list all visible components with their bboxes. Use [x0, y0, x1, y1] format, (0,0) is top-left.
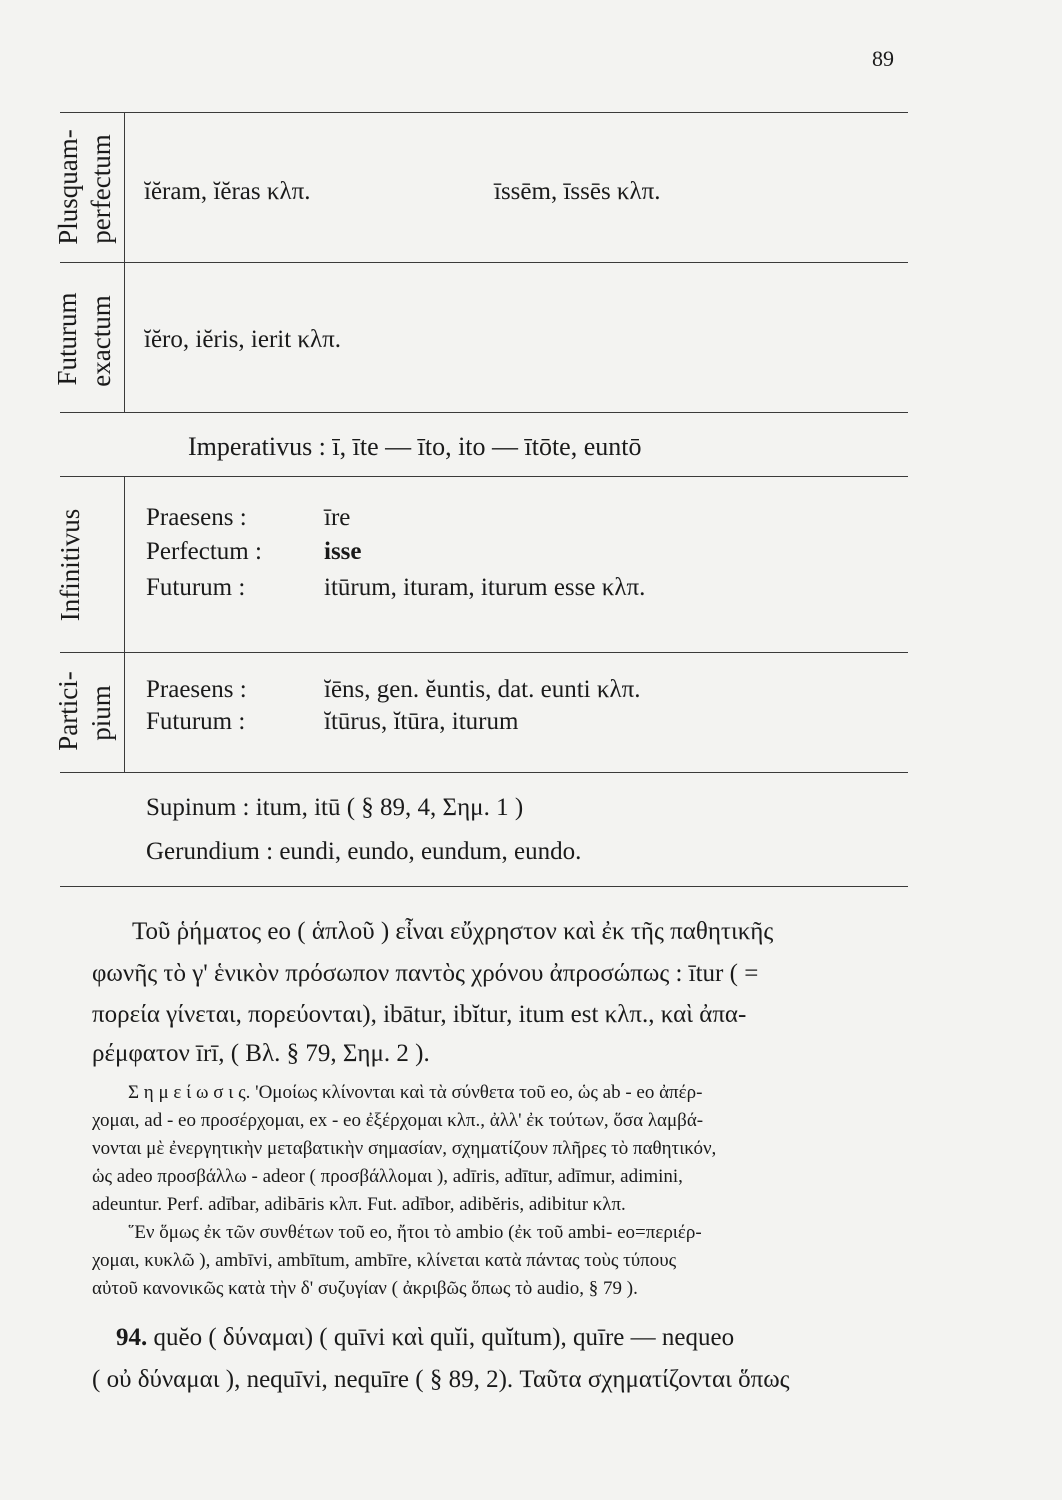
partici-label: Partici- — [53, 671, 83, 751]
paragraph-line: ρέμφατον īrī, ( Βλ. § 79, Σημ. 2 ). — [92, 1040, 430, 1067]
rule — [60, 772, 908, 773]
plusquam-subjunctive: īssēm, īssēs κλπ. — [494, 178, 661, 205]
exactum-label: exactum — [86, 295, 116, 387]
paragraph-line: Τοῦ ῥήματος eo ( ἁπλοῦ ) εἶναι εὔχρηστον καὶ ἐκ τῆς παθητικῆς — [132, 918, 774, 945]
note-line: χομαι, ad - eo προσέρχομαι, ex - eo ἐξέρχομαι κλπ., ἀλλ' ἐκ τούτων, ὅσα λαμβά- — [92, 1110, 704, 1131]
page-number: 89 — [872, 46, 894, 71]
note-line: ὡς adeo προσβάλλω - adeor ( προσβάλλομαι ), adīris, adītur, adīmur, adimini, — [92, 1166, 683, 1187]
infinitivus-tense: Perfectum : — [146, 538, 262, 565]
note-line: ῞Εν ὅμως ἐκ τῶν συνθέτων τοῦ eo, ἤτοι τὸ ambio (ἐκ τοῦ ambi- eo=περιέρ- — [128, 1222, 702, 1243]
infinitivus-form: isse — [324, 538, 362, 565]
rule — [124, 476, 125, 772]
note-line: adeuntur. Perf. adībar, adibāris κλπ. Fut. adībor, adibĕris, adibitur κλπ. — [92, 1194, 626, 1215]
infinitivus-tense: Futurum : — [146, 574, 246, 601]
rule — [60, 476, 908, 477]
rule — [60, 886, 908, 887]
participium-tense: Futurum : — [146, 708, 246, 735]
imperativus-row: Imperativus : ī, īte — īto, ito — ītōte, euntō — [188, 432, 642, 461]
note-line: Σ η μ ε ί ω σ ι ς. 'Ομοίως κλίνονται καὶ τὰ σύνθετα τοῦ eo, ὡς ab - eo ἀπέρ- — [128, 1082, 703, 1103]
plusquam-indicative: ĭĕram, ĭĕras κλπ. — [144, 178, 311, 205]
section-number: 94. — [116, 1324, 148, 1351]
plusquam-label: Plusquam- — [53, 129, 83, 245]
participium-form: ĭtūrus, ĭtūra, iturum — [324, 708, 519, 735]
rule — [60, 262, 908, 263]
perfectum-label: perfectum — [86, 134, 116, 244]
note-line: αὐτοῦ κανονικῶς κατὰ τὴν δ' συζυγίαν ( ἀκριβῶς ὅπως τὸ audio, § 79 ). — [92, 1278, 638, 1299]
rule — [60, 652, 908, 653]
paragraph-line: φωνῆς τὸ γ' ἑνικὸν πρόσωπον παντὸς χρόνου ἀπροσώπως : ītur ( = — [92, 960, 759, 987]
rule — [60, 112, 908, 113]
infinitivus-form: itūrum, ituram, iturum esse κλπ. — [324, 574, 646, 601]
infinitivus-tense: Praesens : — [146, 504, 247, 531]
futurum-label: Futurum — [52, 292, 82, 386]
note-line: νονται μὲ ἐνεργητικὴν μεταβατικὴν σημασίαν, σχηματίζουν πλῆρες τὸ παθητικόν, — [92, 1138, 717, 1159]
pium-label: pium — [86, 685, 116, 741]
gerundium-row: Gerundium : eundi, eundo, eundum, eundo. — [146, 838, 582, 865]
paragraph-line: πορεία γίνεται, πορεύονται), ibātur, ibĭtur, itum est κλπ., καὶ ἀπα- — [92, 1001, 747, 1028]
section-94-text: quĕo ( δύναμαι) ( quīvi καὶ quĭi, quĭtum), quīre — nequeo — [153, 1324, 735, 1351]
section-94-line2: ( οὐ δύναμαι ), nequīvi, nequīre ( § 89, 2). Ταῦτα σχηματίζονται ὅπως — [92, 1366, 790, 1393]
section-94-line1 — [116, 1324, 734, 1352]
infinitivus-form: īre — [324, 504, 351, 531]
note-line: χομαι, κυκλῶ ), ambīvi, ambītum, ambīre, κλίνεται κατὰ πάντας τοὺς τύπους — [92, 1250, 677, 1271]
rule — [60, 412, 908, 413]
rule — [124, 112, 125, 412]
participium-tense: Praesens : — [146, 676, 247, 703]
futurum-exactum-forms: ĭĕro, iĕris, ierit κλπ. — [144, 326, 342, 353]
supinum-row: Supinum : itum, itū ( § 89, 4, Σημ. 1 ) — [146, 794, 524, 821]
infinitivus-label: Infinitivus — [55, 508, 85, 622]
participium-form: ĭēns, gen. ĕuntis, dat. eunti κλπ. — [324, 676, 641, 703]
